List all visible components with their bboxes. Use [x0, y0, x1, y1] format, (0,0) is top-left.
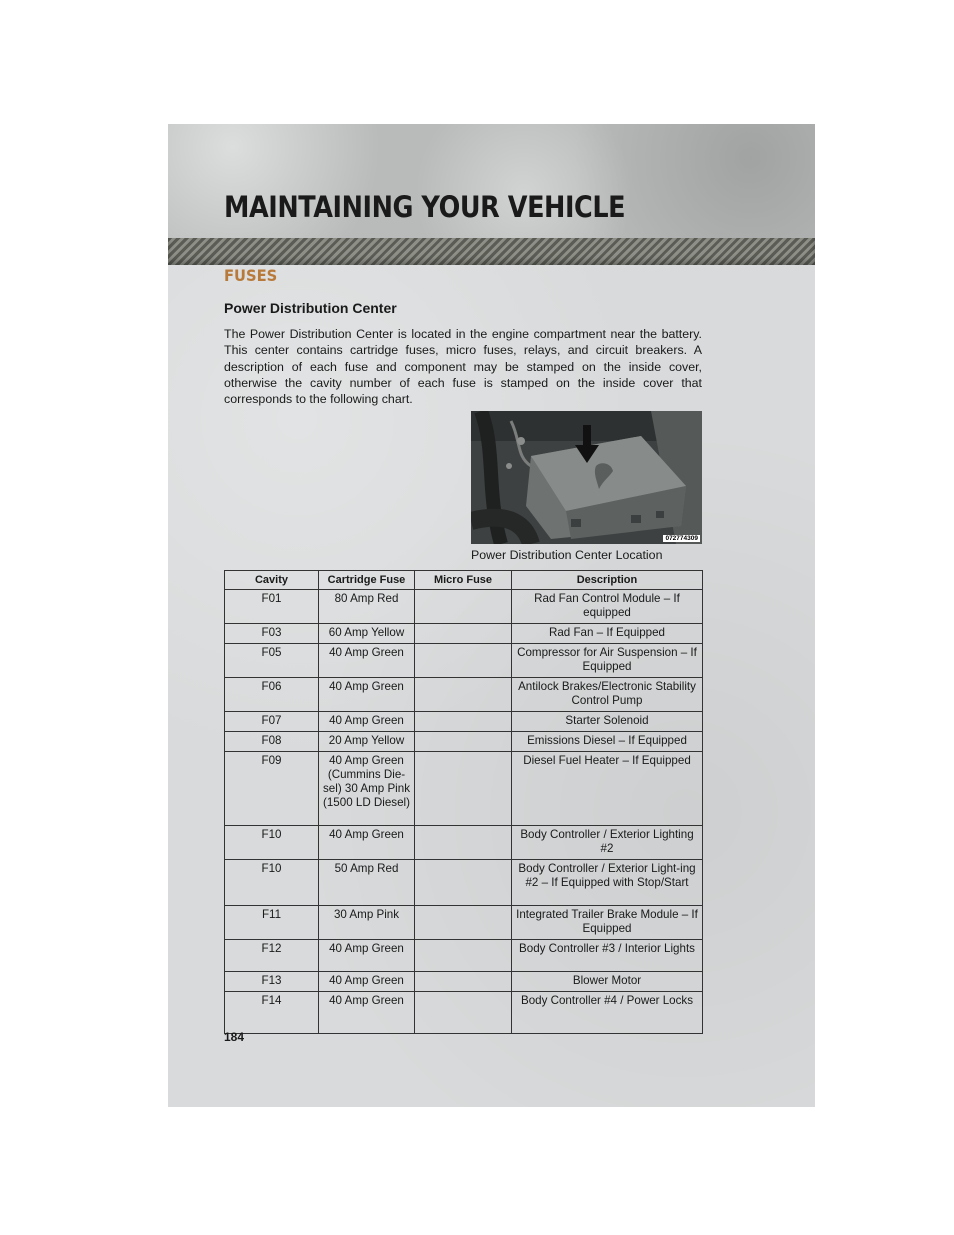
table-row	[225, 906, 703, 940]
cell-cavity: F06	[225, 678, 319, 712]
figure-caption: Power Distribution Center Location	[471, 548, 663, 562]
section-title: FUSES	[224, 266, 278, 285]
cell-micro-fuse	[415, 590, 512, 624]
cell-cartridge-fuse: 50 Amp Red	[319, 860, 415, 906]
table-row	[225, 624, 703, 644]
cell-cartridge-fuse: 40 Amp Green	[319, 992, 415, 1034]
cell-cavity: F01	[225, 590, 319, 624]
cell-micro-fuse	[415, 678, 512, 712]
cell-cartridge-fuse: 40 Amp Green	[319, 678, 415, 712]
table-row	[225, 712, 703, 732]
cell-cartridge-fuse: 30 Amp Pink	[319, 906, 415, 940]
cell-micro-fuse	[415, 752, 512, 826]
table-row	[225, 678, 703, 712]
cell-description: Emissions Diesel – If Equipped	[512, 732, 703, 752]
cell-cavity: F07	[225, 712, 319, 732]
table-row	[225, 940, 703, 972]
table-row	[225, 860, 703, 906]
column-header-cavity: Cavity	[225, 571, 319, 590]
cell-cartridge-fuse: 40 Amp Green	[319, 644, 415, 678]
power-distribution-center-photo	[471, 411, 702, 544]
table-row	[225, 972, 703, 992]
table-row	[225, 732, 703, 752]
cell-cavity: F08	[225, 732, 319, 752]
table-header-row	[225, 571, 703, 590]
cell-cartridge-fuse: 20 Amp Yellow	[319, 732, 415, 752]
cell-description: Rad Fan – If Equipped	[512, 624, 703, 644]
cell-micro-fuse	[415, 940, 512, 972]
cell-micro-fuse	[415, 624, 512, 644]
cell-micro-fuse	[415, 860, 512, 906]
table-row	[225, 826, 703, 860]
cell-cartridge-fuse: 60 Amp Yellow	[319, 624, 415, 644]
cell-cavity: F12	[225, 940, 319, 972]
intro-paragraph: The Power Distribution Center is located in the engine compartment near the battery. This center contains cartridge fuses, micro fuses, relays, and circuit breakers. A description of each fuse and component may be stamped on the inside cover, otherwise the cavity number of each fuse is stamped on the inside cover that corresponds to the following chart.	[224, 327, 702, 407]
column-header-micro-fuse: Micro Fuse	[415, 571, 512, 590]
table-row	[225, 992, 703, 1034]
cell-cavity: F14	[225, 992, 319, 1034]
cell-description: Antilock Brakes/Electronic Stability Control Pump	[512, 678, 703, 712]
chapter-header	[168, 124, 815, 238]
cell-cavity: F13	[225, 972, 319, 992]
manual-page	[168, 124, 815, 1107]
header-stripe	[168, 238, 815, 265]
cell-description: Integrated Trailer Brake Module – If Equipped	[512, 906, 703, 940]
cell-description: Body Controller #4 / Power Locks	[512, 992, 703, 1034]
cell-cavity: F05	[225, 644, 319, 678]
table-row	[225, 752, 703, 826]
cell-micro-fuse	[415, 972, 512, 992]
cell-description: Body Controller / Exterior Lighting #2	[512, 826, 703, 860]
subsection-title: Power Distribution Center	[224, 300, 397, 316]
figure-code: 072774309	[665, 535, 698, 542]
cell-cartridge-fuse: 40 Amp Green (Cummins Die-sel) 30 Amp Pink (1500 LD Diesel)	[319, 752, 415, 826]
cell-description: Body Controller #3 / Interior Lights	[512, 940, 703, 972]
cell-micro-fuse	[415, 712, 512, 732]
cell-cavity: F03	[225, 624, 319, 644]
cell-description: Diesel Fuel Heater – If Equipped	[512, 752, 703, 826]
cell-cartridge-fuse: 80 Amp Red	[319, 590, 415, 624]
cell-micro-fuse	[415, 906, 512, 940]
page-number: 184	[224, 1030, 245, 1044]
cell-description: Starter Solenoid	[512, 712, 703, 732]
engine-compartment-illustration	[471, 411, 702, 544]
table-row	[225, 590, 703, 624]
cell-micro-fuse	[415, 732, 512, 752]
table-row	[225, 644, 703, 678]
cell-cavity: F09	[225, 752, 319, 826]
cell-cartridge-fuse: 40 Amp Green	[319, 826, 415, 860]
column-header-description: Description	[512, 571, 703, 590]
cell-description: Compressor for Air Suspension – If Equipped	[512, 644, 703, 678]
cell-cavity: F11	[225, 906, 319, 940]
cell-cartridge-fuse: 40 Amp Green	[319, 712, 415, 732]
cell-micro-fuse	[415, 826, 512, 860]
cell-micro-fuse	[415, 644, 512, 678]
cell-cartridge-fuse: 40 Amp Green	[319, 972, 415, 992]
cell-micro-fuse	[415, 992, 512, 1034]
cell-cavity: F10	[225, 826, 319, 860]
cell-description: Body Controller / Exterior Light-ing #2 – If Equipped with Stop/Start	[512, 860, 703, 906]
chapter-title: MAINTAINING YOUR VEHICLE	[224, 190, 626, 224]
cell-description: Blower Motor	[512, 972, 703, 992]
column-header-cartridge-fuse: Cartridge Fuse	[319, 571, 415, 590]
cell-description: Rad Fan Control Module – If equipped	[512, 590, 703, 624]
fuse-table	[224, 570, 703, 1034]
cell-cartridge-fuse: 40 Amp Green	[319, 940, 415, 972]
cell-cavity: F10	[225, 860, 319, 906]
